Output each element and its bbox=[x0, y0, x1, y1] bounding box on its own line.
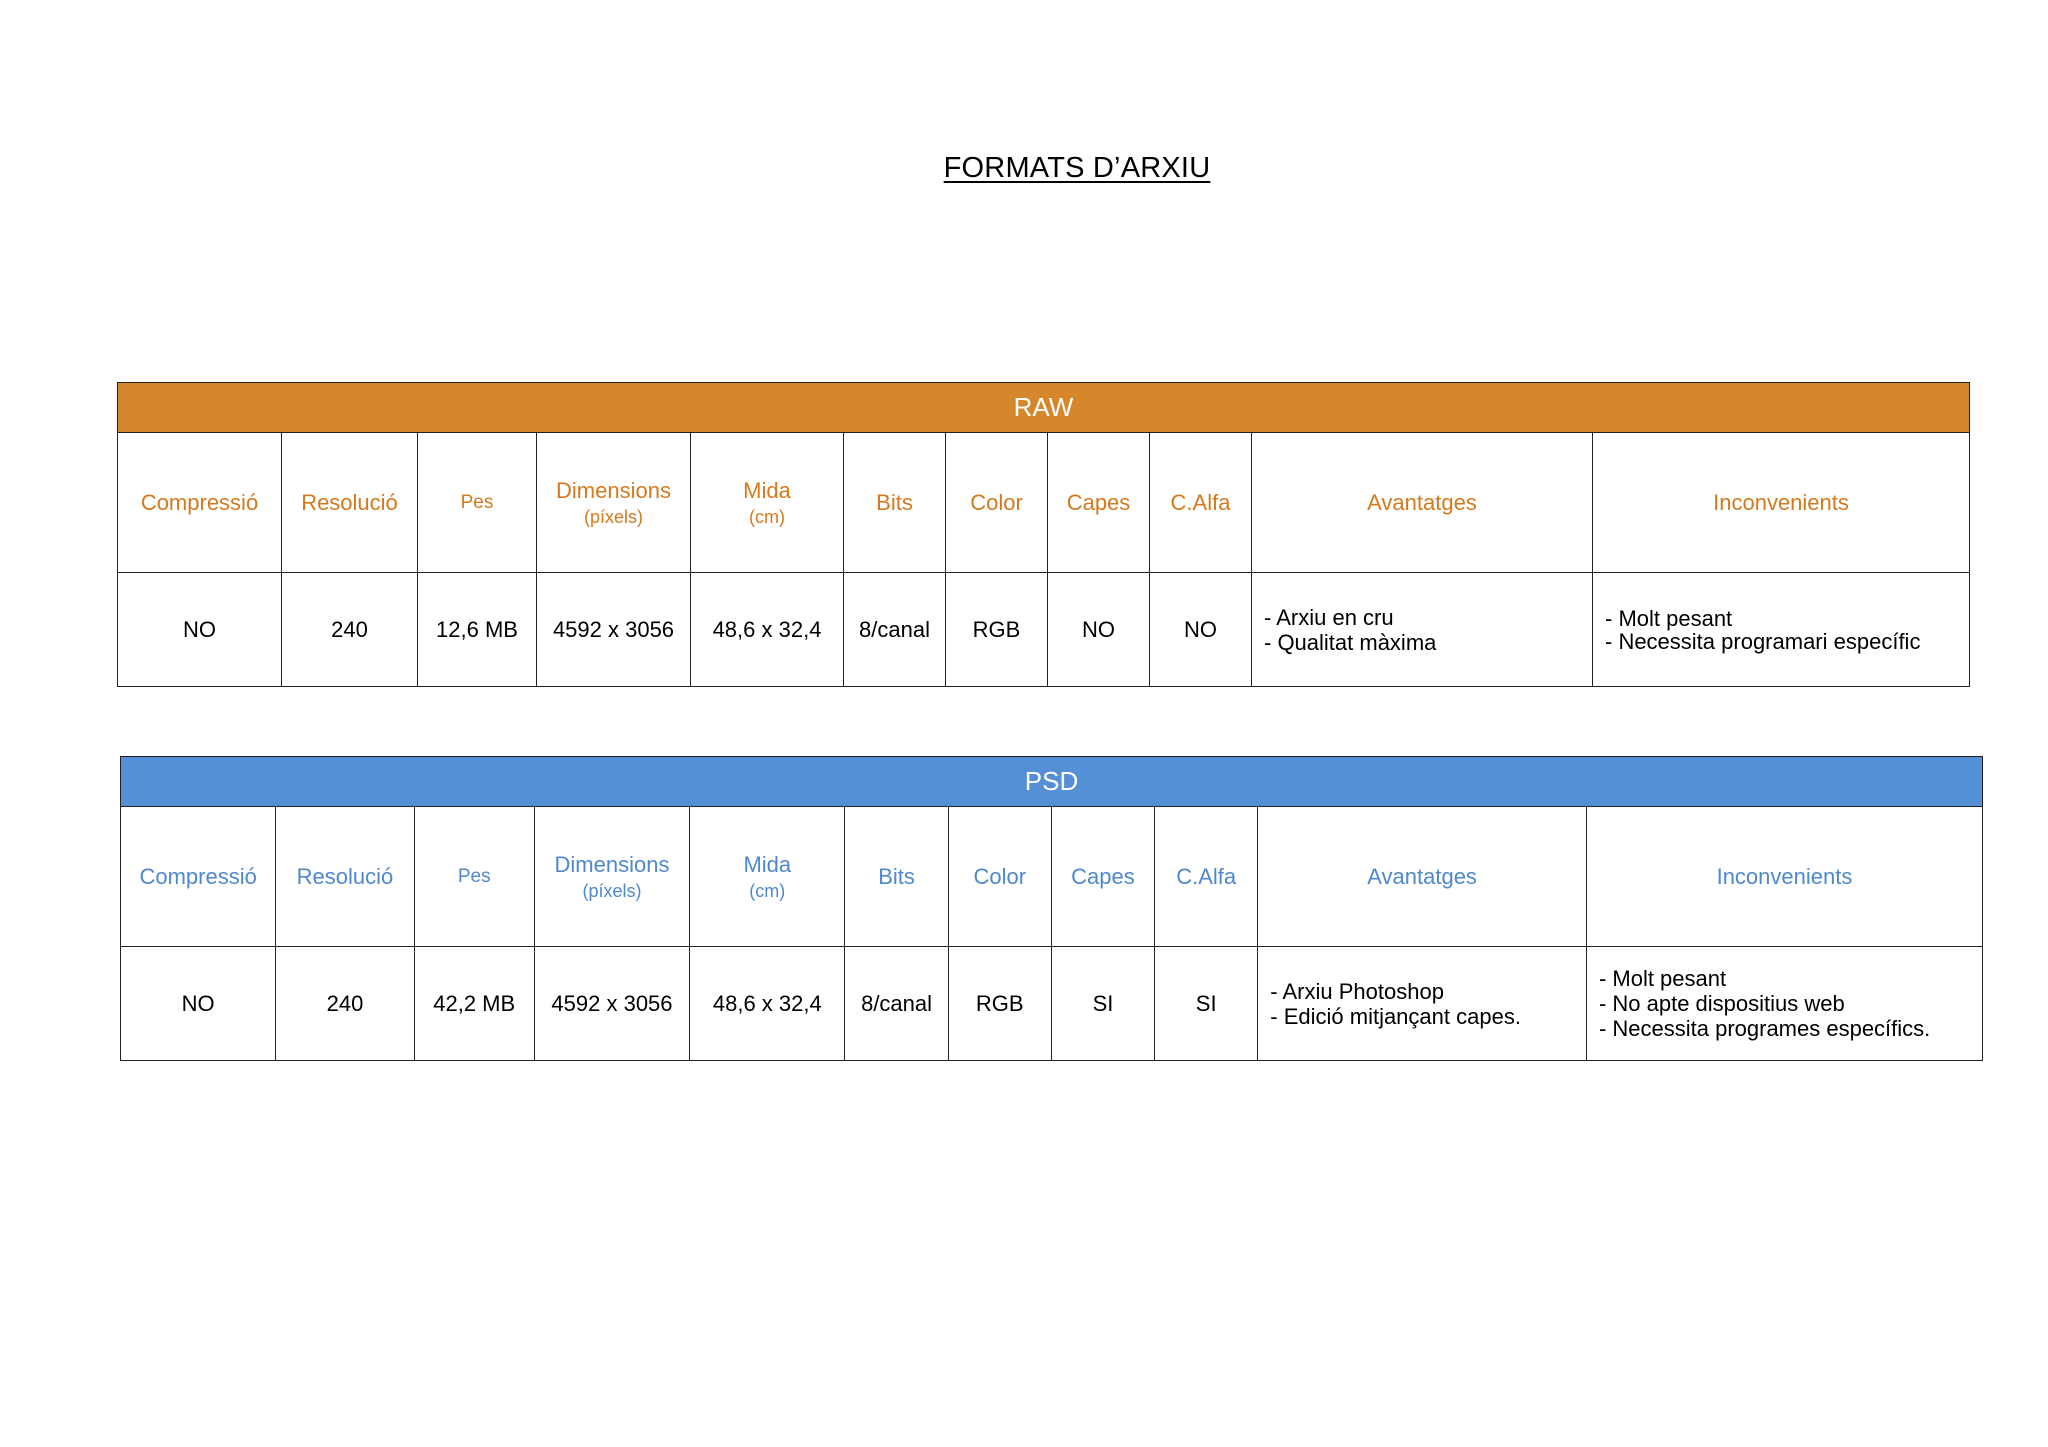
cell-dimensions: 4592 x 3056 bbox=[534, 947, 689, 1061]
col-header-avantatges: Avantatges bbox=[1252, 433, 1593, 573]
cell-calfa: NO bbox=[1150, 573, 1252, 687]
cell-avantatges bbox=[1252, 573, 1593, 687]
cell-bits: 8/canal bbox=[845, 947, 948, 1061]
psd-format-table bbox=[120, 756, 1983, 1061]
table-row bbox=[121, 947, 1983, 1061]
col-header-mida bbox=[691, 433, 844, 573]
cell-capes: SI bbox=[1051, 947, 1154, 1061]
raw-banner: RAW bbox=[118, 383, 1970, 433]
col-header-capes: Capes bbox=[1048, 433, 1150, 573]
col-header-mida-label: Mida bbox=[743, 851, 792, 877]
col-header-resolucio: Resolució bbox=[276, 807, 414, 947]
list-item: - Molt pesant bbox=[1605, 605, 1733, 631]
col-header-calfa: C.Alfa bbox=[1155, 807, 1258, 947]
col-header-bits: Bits bbox=[844, 433, 946, 573]
col-header-pes: Pes bbox=[414, 807, 534, 947]
col-header-dimensions-label: Dimensions bbox=[556, 477, 671, 503]
list-item: - Edició mitjançant capes. bbox=[1270, 1003, 1521, 1029]
col-header-bits: Bits bbox=[845, 807, 948, 947]
col-header-compressio: Compressió bbox=[121, 807, 276, 947]
col-header-mida-unit: (cm) bbox=[749, 506, 785, 527]
cell-color: RGB bbox=[946, 573, 1048, 687]
cell-calfa: SI bbox=[1155, 947, 1258, 1061]
psd-banner: PSD bbox=[121, 757, 1983, 807]
col-header-color: Color bbox=[948, 807, 1051, 947]
col-header-compressio: Compressió bbox=[118, 433, 282, 573]
col-header-mida-unit: (cm) bbox=[749, 880, 786, 901]
col-header-dimensions bbox=[537, 433, 691, 573]
col-header-inconvenients: Inconvenients bbox=[1593, 433, 1970, 573]
col-header-avantatges: Avantatges bbox=[1258, 807, 1587, 947]
cell-avantatges bbox=[1258, 947, 1587, 1061]
list-item: - Necessita programari específic bbox=[1605, 628, 1921, 654]
cell-resolucio: 240 bbox=[276, 947, 414, 1061]
table-row bbox=[118, 573, 1970, 687]
col-header-mida bbox=[690, 807, 845, 947]
cell-inconvenients bbox=[1593, 573, 1970, 687]
col-header-pes: Pes bbox=[418, 433, 537, 573]
col-header-mida-label: Mida bbox=[743, 477, 791, 503]
col-header-inconvenients: Inconvenients bbox=[1586, 807, 1982, 947]
col-header-dimensions-unit: (píxels) bbox=[582, 880, 642, 901]
cell-color: RGB bbox=[948, 947, 1051, 1061]
col-header-capes: Capes bbox=[1051, 807, 1154, 947]
cell-compressio: NO bbox=[121, 947, 276, 1061]
list-item: - No apte dispositius web bbox=[1598, 991, 1845, 1016]
cell-mida: 48,6 x 32,4 bbox=[691, 573, 844, 687]
list-item: - Arxiu en cru bbox=[1264, 604, 1394, 630]
raw-format-table bbox=[117, 382, 1970, 687]
list-item: - Qualitat màxima bbox=[1264, 629, 1437, 655]
cell-compressio: NO bbox=[118, 573, 282, 687]
cell-mida: 48,6 x 32,4 bbox=[690, 947, 845, 1061]
list-item: - Arxiu Photoshop bbox=[1270, 978, 1444, 1004]
cell-dimensions: 4592 x 3056 bbox=[537, 573, 691, 687]
cell-bits: 8/canal bbox=[844, 573, 946, 687]
cell-pes: 42,2 MB bbox=[414, 947, 534, 1061]
col-header-color: Color bbox=[946, 433, 1048, 573]
cell-pes: 12,6 MB bbox=[418, 573, 537, 687]
col-header-dimensions-label: Dimensions bbox=[554, 851, 670, 877]
col-header-calfa: C.Alfa bbox=[1150, 433, 1252, 573]
page-title: FORMATS D’ARXIU bbox=[943, 152, 1211, 184]
col-header-resolucio: Resolució bbox=[282, 433, 418, 573]
col-header-dimensions-unit: (píxels) bbox=[583, 506, 643, 527]
col-header-dimensions bbox=[534, 807, 689, 947]
list-item: - Necessita programes específics. bbox=[1598, 1016, 1931, 1041]
list-item: - Molt pesant bbox=[1598, 966, 1727, 991]
cell-inconvenients bbox=[1586, 947, 1982, 1061]
cell-resolucio: 240 bbox=[282, 573, 418, 687]
cell-capes: NO bbox=[1048, 573, 1150, 687]
